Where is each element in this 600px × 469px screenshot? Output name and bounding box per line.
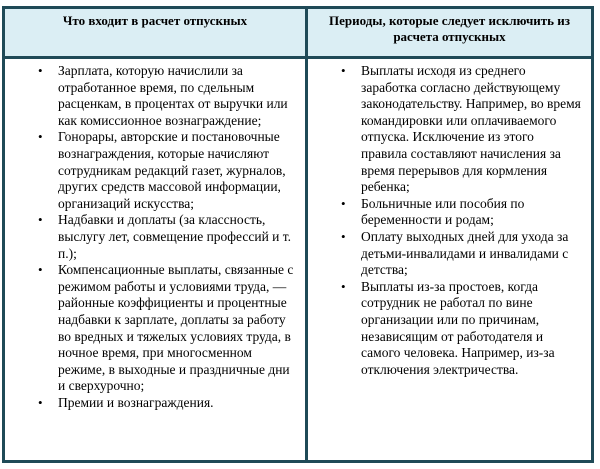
list-item: • Выплаты из-за простоев, когда сотрудник не работал по вине организации или по причинам, независящим от работодателя и самого человека. Например, из-за отключения электричества. [341,278,555,377]
list-item: • Надбавки и доплаты (за классность, выслугу лет, совмещение профессий и т. п.); [38,212,292,261]
bullet-icon: • [341,63,346,78]
left-column-header: Что входит в расчет отпускных [5,9,305,56]
list-item: • Выплаты исходя из среднего заработка согласно действующему законодательству. Например, во время командировки или оплачиваемого отпуска. Исключение из этого правила составляют начисления за время перерывов для кормления ребенка; [341,63,581,195]
list-item: • Больничные или пособия по беременности и родам; [341,195,525,228]
bullet-icon: • [38,63,43,78]
excluded-items-list [314,63,581,378]
right-column-header: Периоды, которые следует исключить из расчета отпускных [308,9,591,56]
bullet-icon: • [38,129,43,145]
bullet-icon: • [341,278,346,294]
list-item: • Премии и вознаграждения. [38,394,214,410]
list-item: • Гонорары, авторские и постановочные вознаграждения, которые начисляют сотрудникам редакций газет, журналов, других средств массовой информации, организаций искусства; [38,129,286,211]
right-column-cell [308,59,591,460]
bullet-icon: • [38,212,43,228]
vacation-pay-table [2,6,594,463]
bullet-icon: • [341,228,346,244]
list-item: • Компенсационные выплаты, связанные с режимом работы и условиями труда, — районные коэффициенты и процентные надбавки к зарплате, доплаты за работу во вредных и тяжелых условиях труда, в ночное время, при многосменном режиме, в выходные и праздничные дни и сверхурочно; [38,262,294,394]
included-items-list [11,63,295,411]
bullet-icon: • [341,195,346,211]
left-column-cell [5,59,305,460]
bullet-icon: • [38,262,43,278]
list-item: • Зарплата, которую начислили за отработанное время, по сдельным расценкам, в процентах от выручки или как комиссионное вознаграждение; [38,63,288,128]
list-item: • Оплату выходных дней для ухода за детьми-инвалидами и инвалидами с детства; [341,228,569,278]
bullet-icon: • [38,394,43,410]
